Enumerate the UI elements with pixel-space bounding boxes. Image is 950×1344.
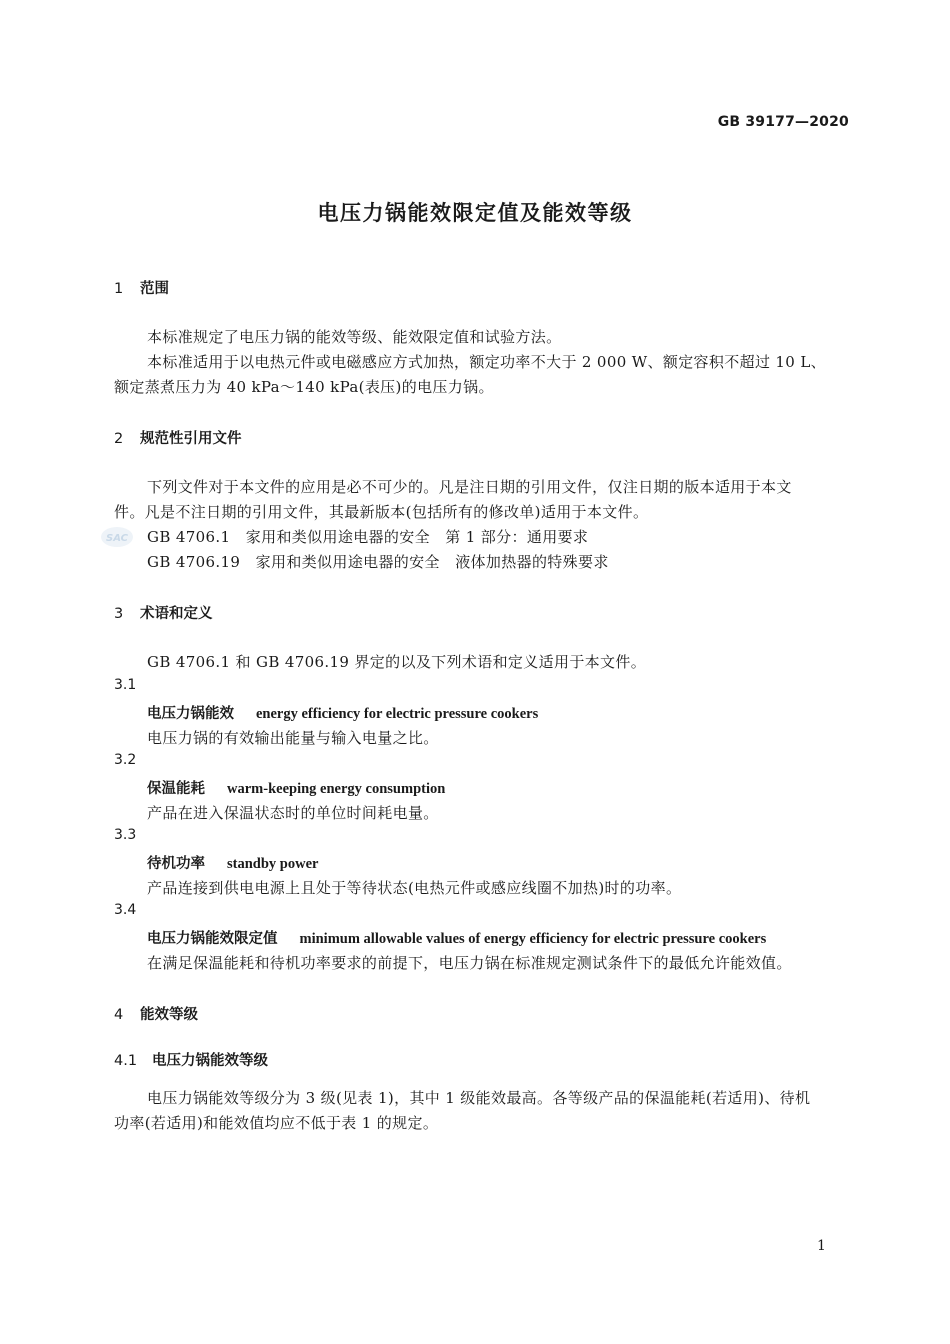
document-title: 电压力锅能效限定值及能效等级 (317, 201, 633, 225)
term-definition: 电压力锅的有效输出能量与输入电量之比。 (147, 729, 439, 747)
term-definition: 在满足保温能耗和待机功率要求的前提下，电压力锅在标准规定测试条件下的最低允许能效值。 (147, 954, 792, 972)
grades-paragraph-line-2: 功率(若适用)和能效值均应不低于表 1 的规定。 (114, 1114, 439, 1132)
subsection-number: 4.1 (114, 1053, 138, 1069)
section-title: 能效等级 (140, 1007, 198, 1023)
term-chinese: 待机功率 (147, 856, 205, 872)
subsection-heading-grades (114, 1049, 268, 1070)
subsection-title: 电压力锅能效等级 (152, 1053, 268, 1069)
scope-paragraph-2-line-2: 额定蒸煮压力为 40 kPa～140 kPa(表压)的电压力锅。 (114, 378, 494, 396)
watermark-text: SAC (106, 533, 128, 544)
term-english: energy efficiency for electric pressure cookers (256, 706, 539, 722)
grades-paragraph-line-1: 电压力锅能效等级分为 3 级(见表 1)，其中 1 级能效最高。各等级产品的保温能耗(若适用)、待机 (147, 1089, 811, 1107)
term-heading (147, 852, 318, 873)
term-definition: 产品在进入保温状态时的单位时间耗电量。 (147, 804, 439, 822)
term-definition: 产品连接到供电电源上且处于等待状态(电热元件或感应线圈不加热)时的功率。 (147, 879, 682, 897)
scope-paragraph-2-line-1: 本标准适用于以电热元件或电磁感应方式加热，额定功率不大于 2 000 W、额定容积不超过 10 L、 (147, 353, 826, 371)
section-heading-terms (114, 602, 213, 623)
term-heading (147, 702, 538, 723)
term-english: minimum allowable values of energy efficiency for electric pressure cookers (299, 931, 767, 947)
section-title: 规范性引用文件 (140, 431, 242, 447)
section-number: 2 (114, 431, 124, 447)
page-number: 1 (817, 1238, 826, 1254)
term-heading (147, 927, 766, 948)
references-paragraph-line-1: 下列文件对于本文件的应用是必不可少的。凡是注日期的引用文件，仅注日期的版本适用于本文 (147, 478, 792, 496)
term-heading (147, 777, 445, 798)
terms-intro: GB 4706.1 和 GB 4706.19 界定的以及下列术语和定义适用于本文件。 (147, 653, 647, 671)
reference-item-2: GB 4706.19 家用和类似用途电器的安全 液体加热器的特殊要求 (147, 553, 609, 571)
section-number: 4 (114, 1007, 124, 1023)
section-title: 术语和定义 (140, 606, 213, 622)
term-english: standby power (227, 856, 319, 872)
term-number: 3.4 (114, 902, 137, 918)
section-heading-grades (114, 1003, 198, 1024)
section-number: 3 (114, 606, 124, 622)
sac-watermark-logo (100, 526, 134, 548)
scope-paragraph-1: 本标准规定了电压力锅的能效等级、能效限定值和试验方法。 (147, 328, 562, 346)
section-heading-references (114, 427, 242, 448)
section-title: 范围 (140, 281, 169, 297)
term-number: 3.2 (114, 752, 137, 768)
references-paragraph-line-2: 件。凡是不注日期的引用文件，其最新版本(包括所有的修改单)适用于本文件。 (114, 503, 649, 521)
reference-item-1: GB 4706.1 家用和类似用途电器的安全 第 1 部分：通用要求 (147, 528, 589, 546)
term-chinese: 电压力锅能效限定值 (147, 931, 278, 947)
term-english: warm-keeping energy consumption (227, 781, 446, 797)
section-heading-scope (114, 277, 169, 298)
term-chinese: 电压力锅能效 (147, 706, 234, 722)
term-number: 3.3 (114, 827, 137, 843)
standard-code: GB 39177—2020 (717, 114, 849, 130)
term-chinese: 保温能耗 (147, 781, 205, 797)
section-number: 1 (114, 281, 124, 297)
term-number: 3.1 (114, 677, 137, 693)
